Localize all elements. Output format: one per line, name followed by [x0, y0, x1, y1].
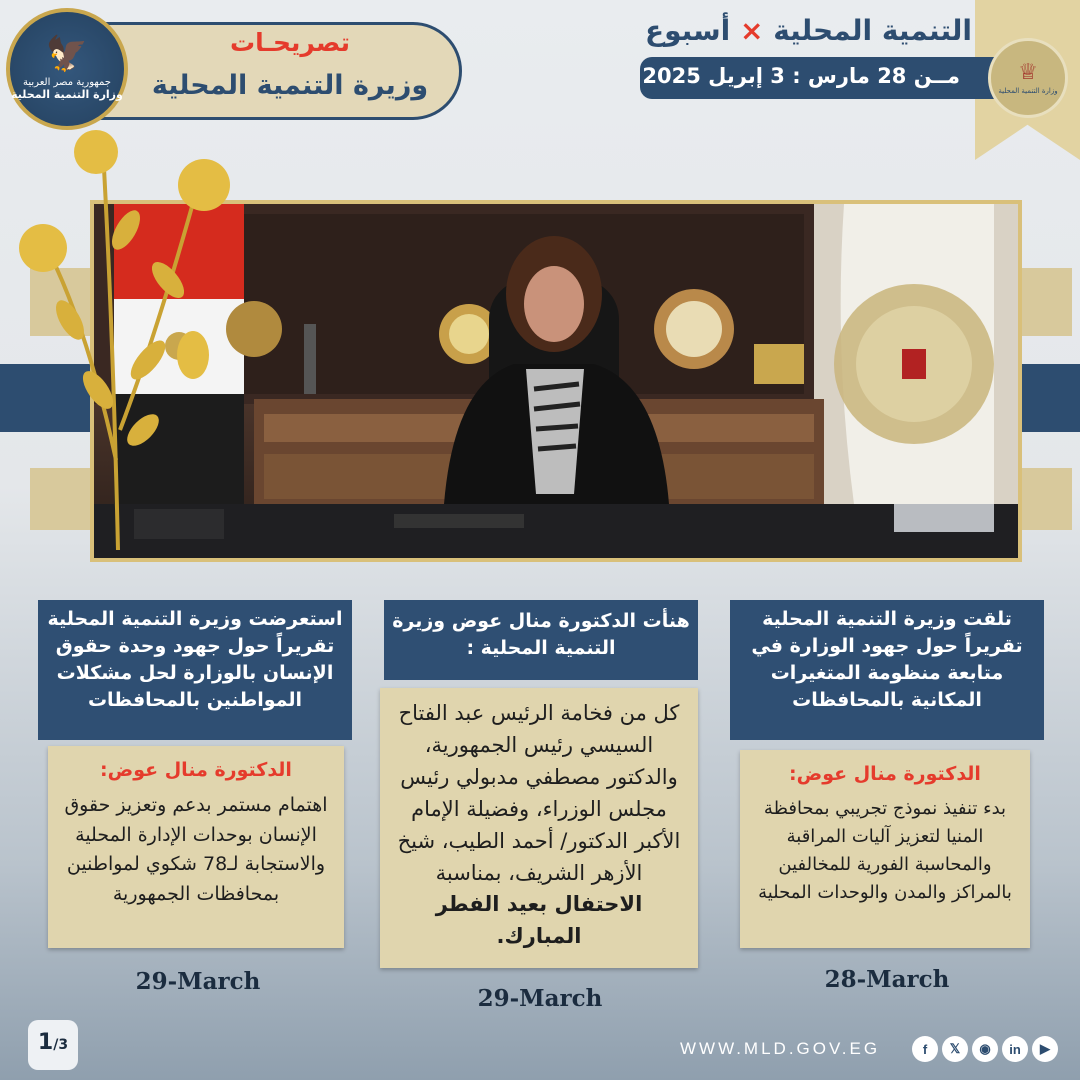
- speaker-label: الدكتورة منال عوض:: [789, 763, 981, 785]
- side-bar-right-bottom: [1020, 468, 1072, 530]
- linkedin-icon[interactable]: in: [1002, 1036, 1028, 1062]
- minister-title: وزيرة التنمية المحلية: [151, 70, 429, 101]
- week-title-separator: ×: [739, 14, 764, 47]
- news-body-human-rights: [48, 746, 344, 948]
- news-heading-human-rights: استعرضت وزيرة التنمية المحلية تقريراً حول جهود وحدة حقوق الإنسان بالوزارة لحل مشكلات المواطنين بالمحافظات: [38, 600, 352, 740]
- gold-flower-decoration: [8, 130, 238, 550]
- logo-line-country: جمهورية مصر العربية: [23, 77, 111, 88]
- page-current: 1: [37, 1030, 54, 1055]
- news-date: 28-March: [824, 966, 950, 993]
- news-heading-eid: هنأت الدكتورة منال عوض وزيرة التنمية المحلية :: [384, 600, 698, 680]
- news-body-spatial-changes: [740, 750, 1030, 948]
- ministry-logo: [6, 8, 128, 130]
- youtube-icon[interactable]: ▶: [1032, 1036, 1058, 1062]
- instagram-icon[interactable]: ◉: [972, 1036, 998, 1062]
- side-bar-right-top: [1020, 268, 1072, 336]
- facebook-icon[interactable]: f: [912, 1036, 938, 1062]
- week-title: [640, 14, 972, 47]
- statements-title: تصريحـات: [229, 28, 351, 57]
- seal-eagle-icon: ♕: [1018, 59, 1038, 85]
- side-bar-right-mid: [1020, 364, 1080, 432]
- news-text: بدء تنفيذ نموذج تجريبي بمحافظة المنيا لتعزيز آليات المراقبة والمحاسبة الفورية للمخالفين بالمراكز والمدن والوحدات المحلية: [758, 798, 1012, 904]
- news-text: اهتمام مستمر بدعم وتعزيز حقوق الإنسان بوحدات الإدارة المحلية والاستجابة لـ78 شكوي لمواطنين بمحافظات الجمهورية: [64, 794, 328, 905]
- ministry-seal: [988, 38, 1068, 118]
- seal-text: وزارة التنمية المحلية: [998, 86, 1058, 95]
- date-range-badge: مــن 28 مارس : 3 إبريل 2025: [640, 57, 1000, 99]
- news-text: كل من فخامة الرئيس عبد الفتاح السيسي رئيس الجمهورية، والدكتور مصطفي مدبولي رئيس مجلس الوزراء، وفضيلة الإمام الأكبر الدكتور/ أحمد الطيب، شيخ الأزهر الشريف، بمناسبة: [397, 701, 681, 885]
- news-heading-spatial-changes: تلقت وزيرة التنمية المحلية تقريراً حول جهود الوزارة في متابعة منظومة المتغيرات المكانية بالمحافظات: [730, 600, 1044, 740]
- eagle-emblem-icon: 🦅: [45, 34, 89, 74]
- news-date: 29-March: [135, 968, 261, 995]
- news-body-eid: [380, 688, 698, 968]
- page-total: 3: [58, 1037, 69, 1053]
- x-icon[interactable]: 𝕏: [942, 1036, 968, 1062]
- logo-line-ministry: وزارة التنمية المحلية: [11, 88, 123, 101]
- website-link[interactable]: WWW.MLD.GOV.EG: [680, 1039, 881, 1058]
- week-title-part1: التنمية المحلية: [773, 14, 972, 47]
- week-title-part2: أسبوع: [644, 14, 731, 47]
- speaker-label: الدكتورة منال عوض:: [100, 759, 292, 781]
- social-links: [912, 1036, 1062, 1064]
- news-text-emphasis: الاحتفال بعيد الفطر المبارك.: [435, 892, 643, 949]
- news-date: 29-March: [477, 985, 603, 1012]
- page-indicator: 1/3: [28, 1020, 78, 1070]
